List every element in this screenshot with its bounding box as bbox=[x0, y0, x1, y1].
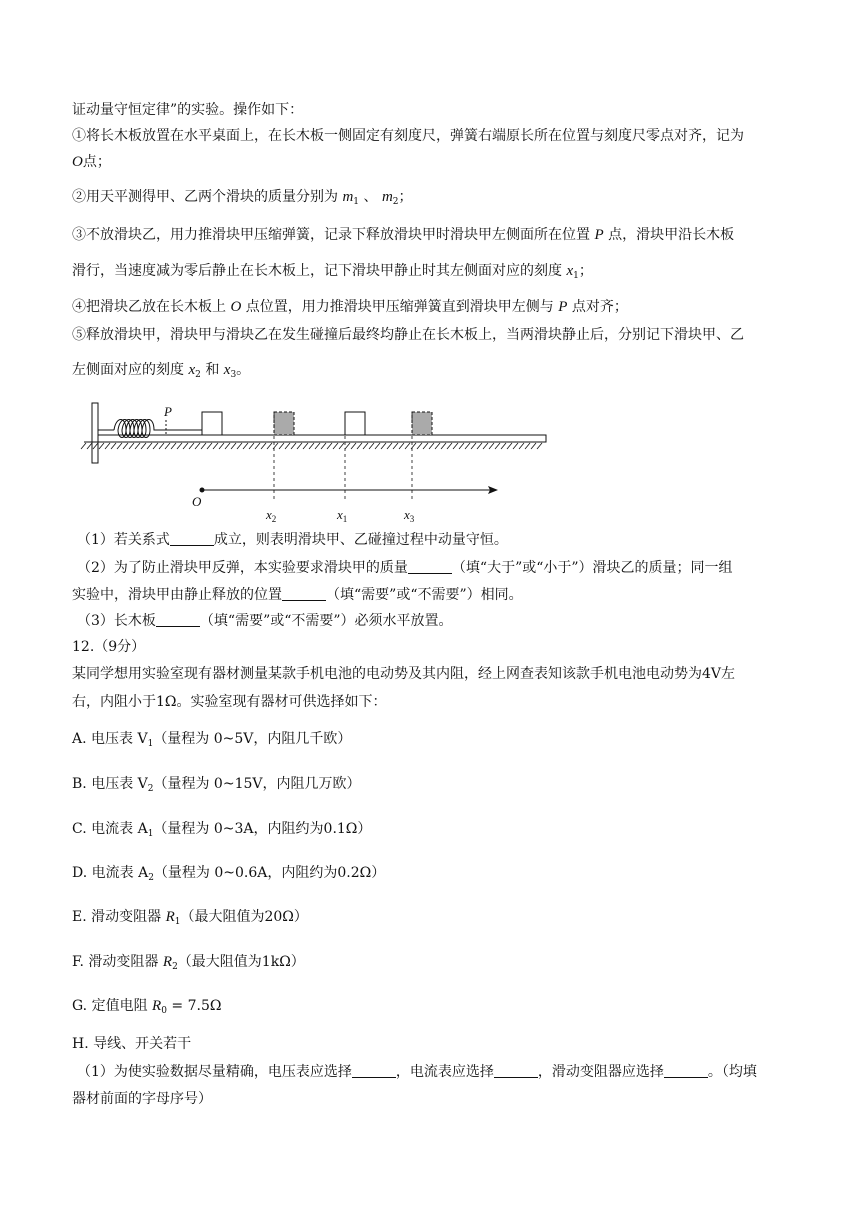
answer-blank[interactable] bbox=[170, 531, 214, 546]
hatch-mark bbox=[123, 443, 128, 449]
hatch-mark bbox=[87, 443, 92, 449]
hatch-mark bbox=[453, 443, 458, 449]
hatch-mark bbox=[495, 443, 500, 449]
hatch-mark bbox=[231, 443, 236, 449]
q12-intro-1: 某同学想用实验室现有器材测量某款手机电池的电动势及其内阻，经上网查表知该款手机电池电动势为4V左 bbox=[72, 666, 736, 682]
answer-blank[interactable] bbox=[282, 586, 326, 601]
hatch-mark bbox=[309, 443, 314, 449]
q12-part1: （1）为使实验数据尽量精确，电压表应选择 ，电流表应选择 ，滑动变阻器应选择 。（均填 bbox=[77, 1064, 757, 1080]
hatch-mark bbox=[345, 443, 350, 449]
item-h: H. 导线、开关若干 bbox=[72, 1036, 192, 1052]
q12-part1-cont: 器材前面的字母序号） bbox=[72, 1091, 212, 1107]
hatch-mark bbox=[195, 443, 200, 449]
hatch-mark bbox=[381, 443, 386, 449]
hatch-mark bbox=[423, 443, 428, 449]
hatch-mark bbox=[321, 443, 326, 449]
hatch-mark bbox=[393, 443, 398, 449]
step-1-cont: O点； bbox=[72, 154, 111, 170]
hatch-mark bbox=[117, 443, 122, 449]
hatch-mark bbox=[387, 443, 392, 449]
hatch-mark bbox=[531, 443, 536, 449]
hatch-mark bbox=[405, 443, 410, 449]
label-x2: $x_2$ bbox=[266, 507, 277, 523]
hatch-mark bbox=[363, 443, 368, 449]
step-3-cont: 滑行，当速度减为零后静止在长木板上，记下滑块甲静止时其左侧面对应的刻度 $x_1$； bbox=[72, 263, 593, 281]
step-5-cont: 左侧面对应的刻度 $x_2$ 和 $x_3$。 bbox=[72, 362, 251, 380]
hatch-mark bbox=[333, 443, 338, 449]
block-at-x2 bbox=[274, 412, 294, 435]
item-b: B. 电压表 $V_2$（量程为 0~15V，内阻几万欧） bbox=[72, 776, 361, 794]
hatch-mark bbox=[441, 443, 446, 449]
wall bbox=[92, 403, 98, 463]
hatch-mark bbox=[267, 443, 272, 449]
hatch-mark bbox=[135, 443, 140, 449]
hatch-mark bbox=[525, 443, 530, 449]
hatch-mark bbox=[465, 443, 470, 449]
step-4: ④把滑块乙放在长木板上 O 点位置，用力推滑块甲压缩弹簧直到滑块甲左侧与 P 点对齐； bbox=[72, 299, 628, 315]
hatch-mark bbox=[249, 443, 254, 449]
hatch-mark bbox=[165, 443, 170, 449]
hatch-mark bbox=[513, 443, 518, 449]
long-board bbox=[98, 435, 546, 442]
hatch-mark bbox=[537, 443, 542, 449]
step-5: ⑤释放滑块甲，滑块甲与滑块乙在发生碰撞后最终均静止在长木板上，当两滑块静止后，分别记下滑块甲、乙 bbox=[72, 327, 744, 343]
q11-part2: （2）为了防止滑块甲反弹，本实验要求滑块甲的质量 （填“大于”或“小于”）滑块乙的质量；同一组 bbox=[77, 560, 733, 576]
hatch-mark bbox=[261, 443, 266, 449]
step-2: ②用天平测得甲、乙两个滑块的质量分别为 $m_1$ 、 $m_2$； bbox=[72, 189, 413, 207]
hatch-mark bbox=[141, 443, 146, 449]
ground-hatch bbox=[81, 442, 546, 449]
answer-blank[interactable] bbox=[494, 1063, 538, 1078]
hatch-mark bbox=[159, 443, 164, 449]
hatch-mark bbox=[483, 443, 488, 449]
hatch-mark bbox=[447, 443, 452, 449]
item-d: D. 电流表 $A_2$（量程为 0~0.6A，内阻约为0.2Ω） bbox=[72, 865, 386, 883]
hatch-mark bbox=[111, 443, 116, 449]
hatch-mark bbox=[147, 443, 152, 449]
hatch-mark bbox=[201, 443, 206, 449]
hatch-mark bbox=[171, 443, 176, 449]
q12-heading: 12.（9分） bbox=[72, 639, 146, 655]
label-x1: $x_1$ bbox=[337, 507, 348, 523]
answer-blank[interactable] bbox=[352, 1063, 396, 1078]
q11-part1: （1）若关系式 成立，则表明滑块甲、乙碰撞过程中动量守恒。 bbox=[77, 532, 508, 548]
block-jia bbox=[202, 412, 222, 435]
hatch-mark bbox=[327, 443, 332, 449]
hatch-mark bbox=[237, 443, 242, 449]
hatch-mark bbox=[471, 443, 476, 449]
hatch-mark bbox=[315, 443, 320, 449]
hatch-mark bbox=[357, 443, 362, 449]
item-c: C. 电流表 $A_1$（量程为 0~3A，内阻约为0.1Ω） bbox=[72, 821, 372, 839]
hatch-mark bbox=[477, 443, 482, 449]
hatch-mark bbox=[207, 443, 212, 449]
hatch-mark bbox=[417, 443, 422, 449]
hatch-mark bbox=[183, 443, 188, 449]
answer-blank[interactable] bbox=[156, 612, 200, 627]
hatch-mark bbox=[339, 443, 344, 449]
intro-text: 证动量守恒定律”的实验。操作如下： bbox=[72, 102, 304, 118]
hatch-mark bbox=[93, 443, 98, 449]
hatch-mark bbox=[243, 443, 248, 449]
answer-blank[interactable] bbox=[408, 559, 452, 574]
hatch-mark bbox=[429, 443, 434, 449]
hatch-mark bbox=[285, 443, 290, 449]
hatch-mark bbox=[99, 443, 104, 449]
answer-blank[interactable] bbox=[664, 1063, 708, 1078]
q11-part3: （3）长木板 （填“需要”或“不需要”）必须水平放置。 bbox=[77, 613, 453, 629]
hatch-mark bbox=[105, 443, 110, 449]
hatch-mark bbox=[501, 443, 506, 449]
item-e: E. 滑动变阻器 $R_1$（最大阻值为20Ω） bbox=[72, 909, 308, 927]
hatch-mark bbox=[279, 443, 284, 449]
hatch-mark bbox=[435, 443, 440, 449]
q11-part2-cont: 实验中，滑块甲由静止释放的位置 （填“需要”或“不需要”）相同。 bbox=[72, 587, 523, 603]
block-at-x1 bbox=[345, 412, 365, 435]
hatch-mark bbox=[291, 443, 296, 449]
item-a: A. 电压表 $V_1$（量程为 0~5V，内阻几千欧） bbox=[72, 731, 352, 749]
hatch-mark bbox=[219, 443, 224, 449]
hatch-mark bbox=[177, 443, 182, 449]
hatch-mark bbox=[399, 443, 404, 449]
hatch-mark bbox=[303, 443, 308, 449]
hatch-mark bbox=[213, 443, 218, 449]
block-at-x3 bbox=[412, 412, 432, 435]
label-o: O bbox=[192, 494, 202, 509]
hatch-mark bbox=[519, 443, 524, 449]
hatch-mark bbox=[225, 443, 230, 449]
hatch-mark bbox=[81, 443, 86, 449]
hatch-mark bbox=[255, 443, 260, 449]
step-1: ①将长木板放置在水平桌面上，在长木板一侧固定有刻度尺，弹簧右端原长所在位置与刻度尺零点对齐，记为 bbox=[72, 128, 744, 144]
hatch-mark bbox=[189, 443, 194, 449]
item-g: G. 定值电阻 $R_0 = 7.5\Omega$ bbox=[72, 998, 222, 1016]
hatch-mark bbox=[375, 443, 380, 449]
hatch-mark bbox=[129, 443, 134, 449]
hatch-mark bbox=[507, 443, 512, 449]
item-f: F. 滑动变阻器 $R_2$（最大阻值为1kΩ） bbox=[72, 954, 305, 972]
experiment-figure bbox=[80, 398, 560, 523]
hatch-mark bbox=[153, 443, 158, 449]
step-3: ③不放滑块乙，用力推滑块甲压缩弹簧，记录下释放滑块甲时滑块甲左侧面所在位置 P 点，滑块甲沿长木板 bbox=[72, 227, 735, 243]
q12-intro-2: 右，内阻小于1Ω。实验室现有器材可供选择如下： bbox=[72, 694, 387, 710]
hatch-mark bbox=[351, 443, 356, 449]
hatch-mark bbox=[369, 443, 374, 449]
label-p: P bbox=[164, 404, 172, 419]
hatch-mark bbox=[459, 443, 464, 449]
label-x3: $x_3$ bbox=[404, 507, 415, 523]
hatch-mark bbox=[489, 443, 494, 449]
hatch-mark bbox=[297, 443, 302, 449]
